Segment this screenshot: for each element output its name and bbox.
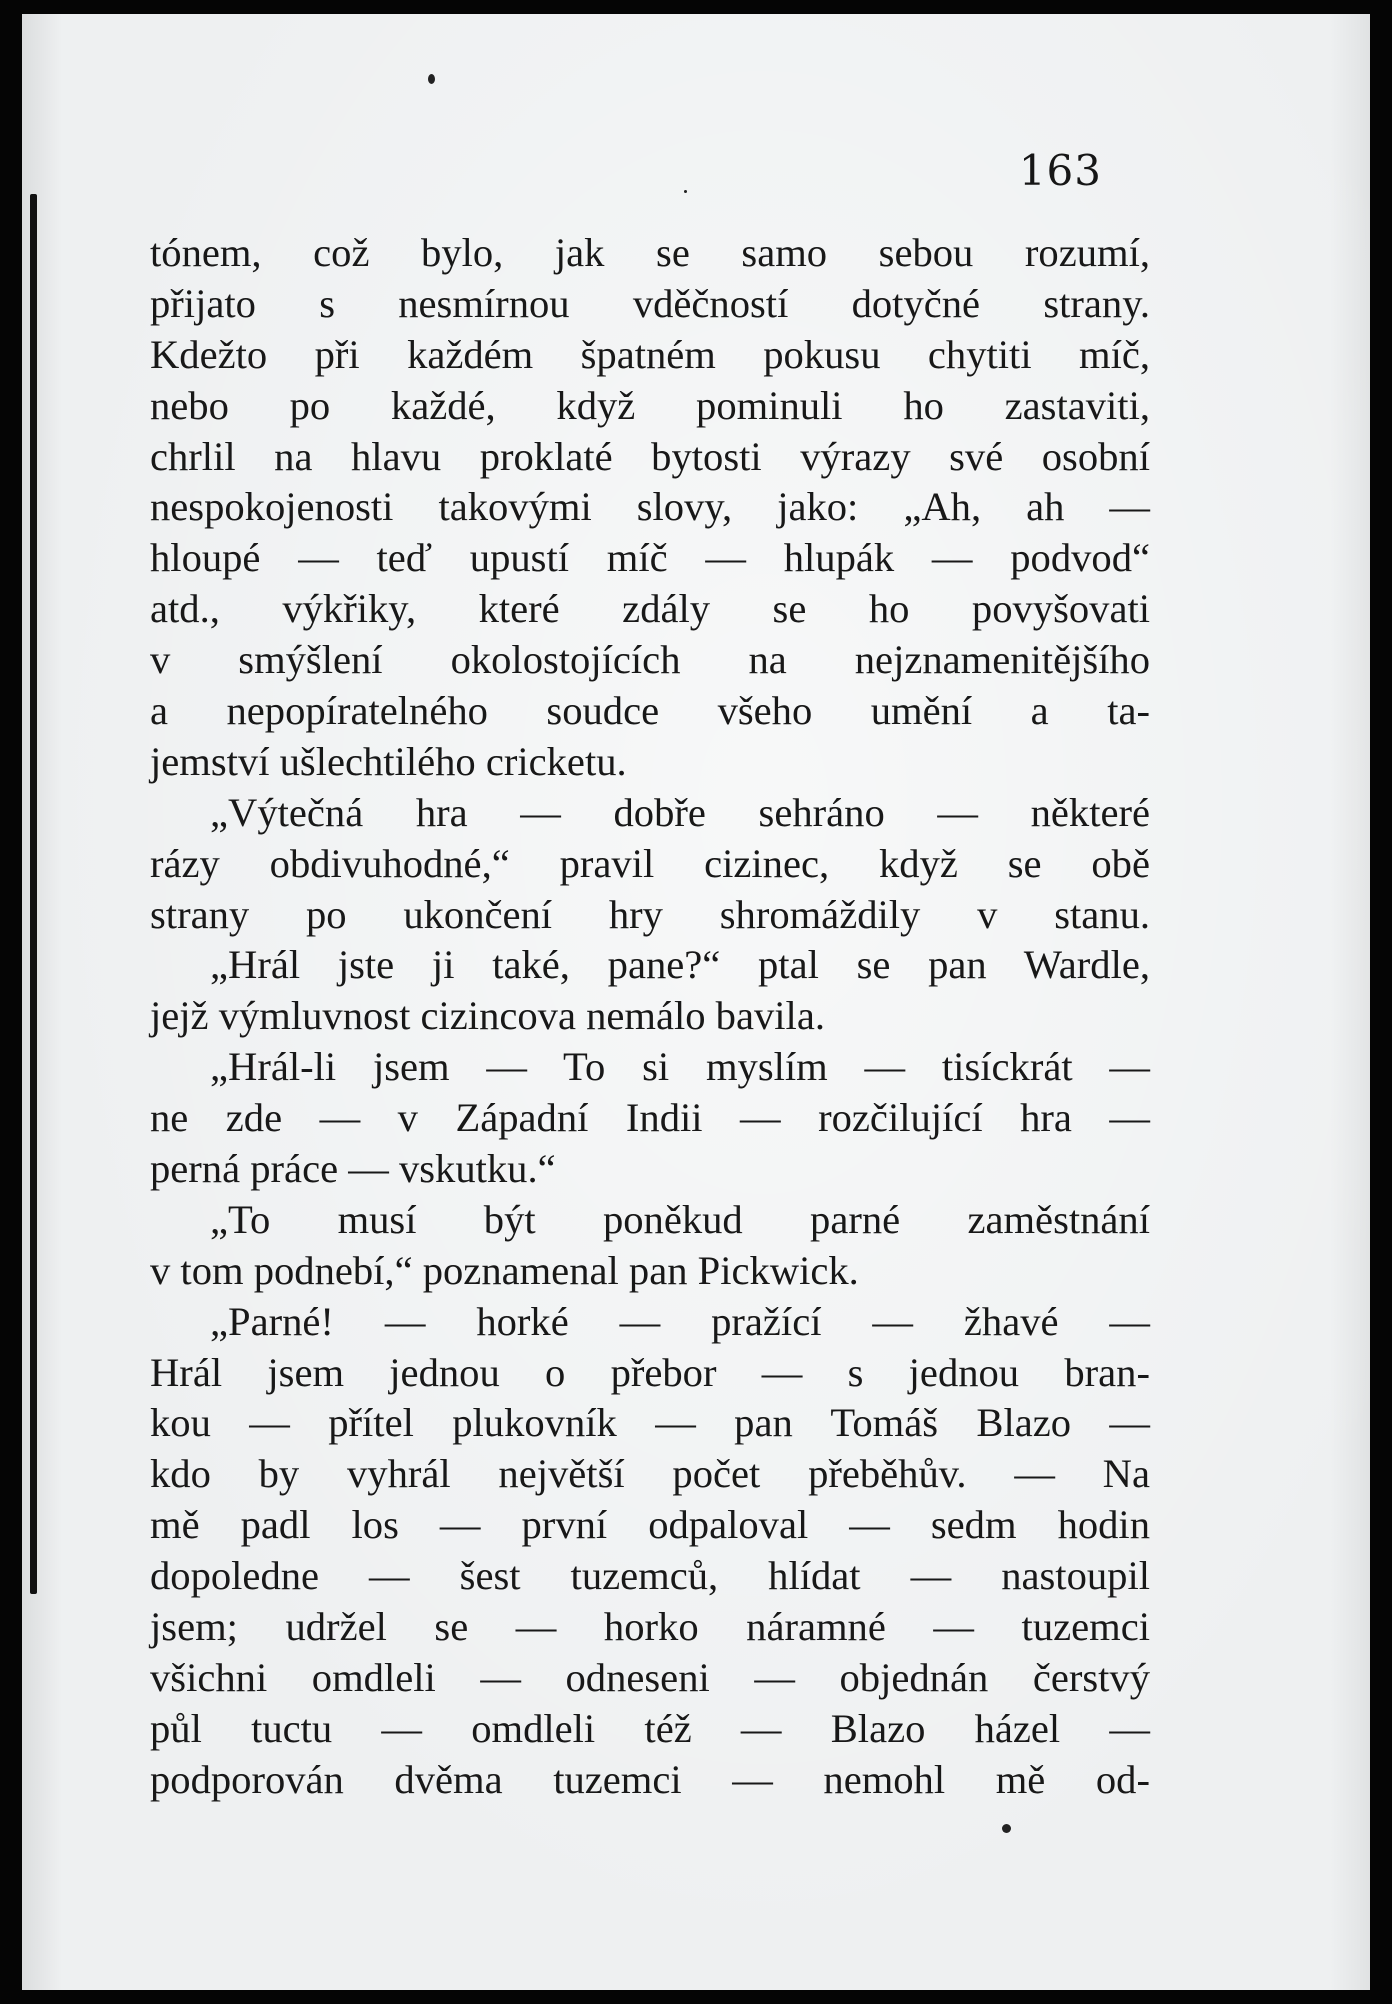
text-line: jejž výmluvnost cizincova nemálo bavila.: [150, 993, 825, 1039]
text-line: tónem, což bylo, jak se samo sebou rozumí,: [150, 230, 1150, 275]
text-line: kdo by vyhrál největší počet přeběhův. — Na: [150, 1451, 1150, 1497]
text-line: perná práce — vskutku.“: [150, 1146, 556, 1192]
text-line: „Hrál-li jsem — To si myslím — tisíckrát —: [210, 1044, 1150, 1090]
text-line: „Výtečná hra — dobře sehráno — některé: [210, 789, 1150, 835]
text-line: „Hrál jste ji také, pane?“ ptal se pan Wardle,: [210, 942, 1150, 988]
page-number: 163: [1018, 146, 1102, 195]
text-line: ne zde — v Západní Indii — rozčilující hra —: [150, 1095, 1150, 1141]
text-line: „To musí být poněkud parné zaměstnání: [210, 1196, 1150, 1242]
text-line: nespokojenosti takovými slovy, jako: „Ah, ah —: [150, 484, 1150, 530]
text-line: hloupé — teď upustí míč — hlupák — podvod“: [150, 535, 1150, 581]
body-text: [150, 228, 1150, 1806]
text-line: kou — přítel plukovník — pan Tomáš Blazo —: [150, 1400, 1150, 1446]
text-line: dopoledne — šest tuzemců, hlídat — nastoupil: [150, 1553, 1150, 1599]
text-line: půl tuctu — omdleli též — Blazo házel —: [150, 1705, 1150, 1751]
text-line: rázy obdivuhodné,“ pravil cizinec, když se obě: [150, 840, 1150, 886]
text-line: jemství ušlechtilého cricketu.: [150, 738, 627, 784]
text-line: „Parné! — horké — pražící — žhavé —: [210, 1298, 1150, 1344]
book-page: [22, 14, 1370, 1990]
text-line: Hrál jsem jednou o přebor — s jednou bran-: [150, 1349, 1150, 1395]
text-line: nebo po každé, když pominuli ho zastaviti,: [150, 382, 1150, 428]
text-line: podporován dvěma tuzemci — nemohl mě od-: [150, 1756, 1150, 1802]
text-line: v tom podnebí,“ poznamenal pan Pickwick.: [150, 1247, 859, 1293]
ink-speck: [684, 190, 687, 193]
text-line: přijato s nesmírnou vděčností dotyčné strany.: [150, 280, 1150, 326]
binding-edge: [30, 194, 37, 1594]
text-line: a nepopíratelného soudce všeho umění a ta-: [150, 688, 1150, 734]
text-line: Kdežto při každém špatném pokusu chytiti míč,: [150, 331, 1150, 377]
ink-speck: [428, 74, 435, 84]
text-line: v smýšlení okolostojících na nejznamenitějšího: [150, 637, 1150, 683]
text-line: jsem; udržel se — horko náramné — tuzemci: [150, 1604, 1150, 1650]
text-line: chrlil na hlavu proklaté bytosti výrazy své osobní: [150, 433, 1150, 479]
ink-speck: [1002, 1824, 1011, 1833]
text-line: všichni omdleli — odneseni — objednán čerstvý: [150, 1654, 1150, 1700]
text-line: atd., výkřiky, které zdály se ho povyšovati: [150, 586, 1150, 632]
text-line: strany po ukončení hry shromáždily v stanu.: [150, 891, 1150, 937]
text-line: mě padl los — první odpaloval — sedm hodin: [150, 1502, 1150, 1548]
